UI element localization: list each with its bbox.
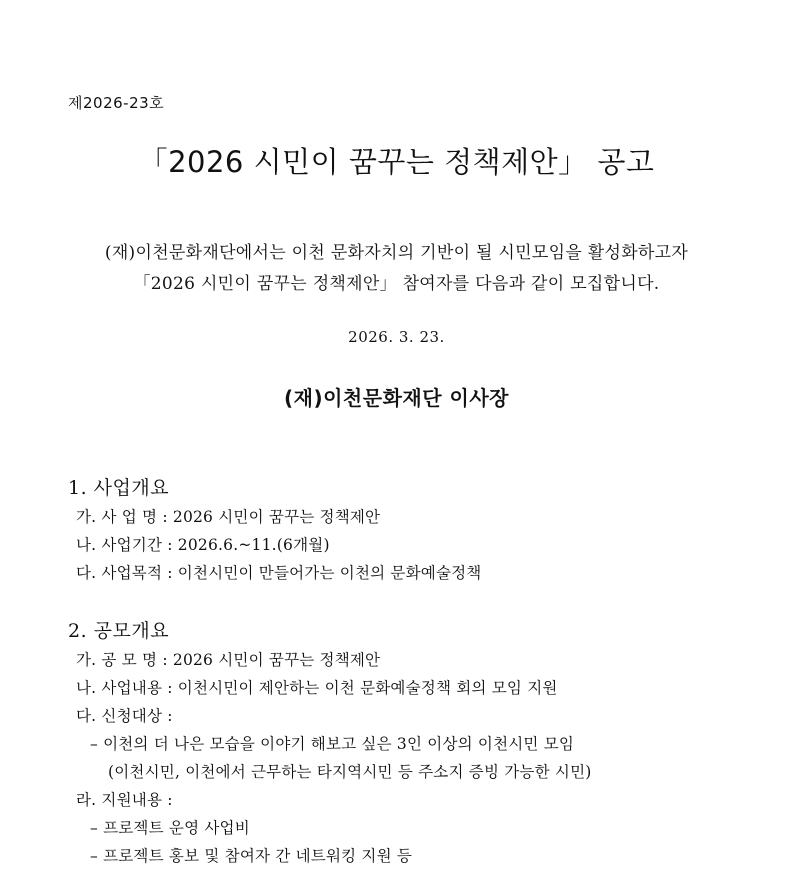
support-detail-promotion: – 프로젝트 홍보 및 참여자 간 네트워킹 지원 등	[90, 847, 413, 865]
overview-item-period: 나. 사업기간 : 2026.6.~11.(6개월)	[76, 536, 330, 554]
announcement-date: 2026. 3. 23.	[348, 328, 445, 346]
call-item-support: 라. 지원내용 :	[76, 791, 173, 809]
document-title: 「2026 시민이 꿈꾸는 정책제안」 공고	[138, 145, 655, 179]
section-heading-call: 2. 공모개요	[68, 620, 170, 642]
intro-line-1: (재)이천문화재단에서는 이천 문화자치의 기반이 될 시민모임을 활성화하고자	[104, 243, 689, 263]
section-heading-overview: 1. 사업개요	[68, 477, 170, 499]
support-detail-budget: – 프로젝트 운영 사업비	[90, 819, 250, 837]
call-target-note: (이천시민, 이천에서 근무하는 타지역시민 등 주소지 증빙 가능한 시민)	[108, 763, 592, 781]
document-number: 제2026-23호	[68, 94, 165, 112]
intro-line-2: 「2026 시민이 꿈꾸는 정책제안」 참여자를 다음과 같이 모집합니다.	[133, 274, 660, 294]
signer: (재)이천문화재단 이사장	[284, 386, 509, 410]
overview-item-purpose: 다. 사업목적 : 이천시민이 만들어가는 이천의 문화예술정책	[76, 564, 482, 582]
overview-item-name: 가. 사 업 명 : 2026 시민이 꿈꾸는 정책제안	[76, 508, 381, 526]
call-item-target: 다. 신청대상 :	[76, 707, 173, 725]
call-item-name: 가. 공 모 명 : 2026 시민이 꿈꾸는 정책제안	[76, 651, 381, 669]
call-item-content: 나. 사업내용 : 이천시민이 제안하는 이천 문화예술정책 회의 모임 지원	[76, 679, 558, 697]
call-target-detail: – 이천의 더 나은 모습을 이야기 해보고 싶은 3인 이상의 이천시민 모임	[90, 735, 575, 753]
